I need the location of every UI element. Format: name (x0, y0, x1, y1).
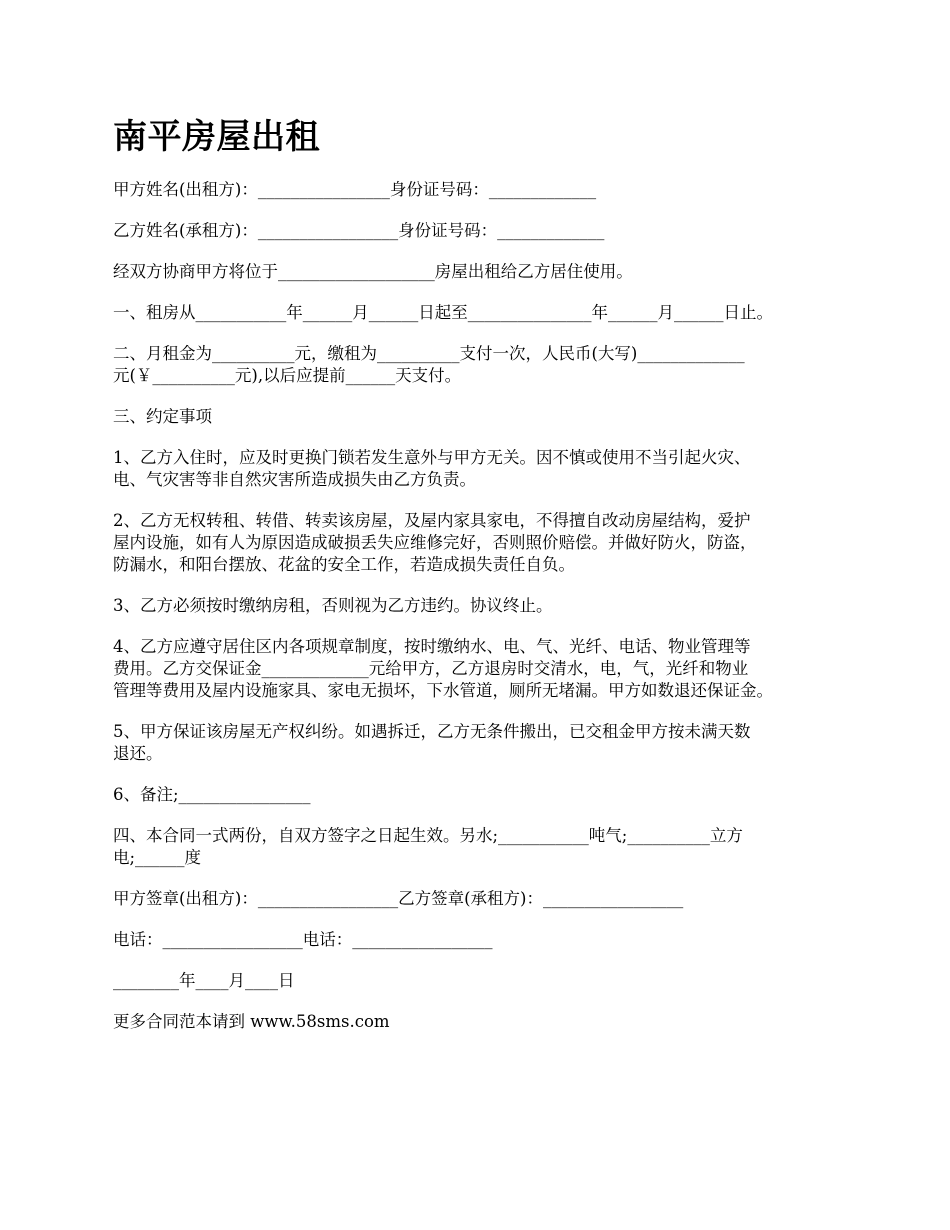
party-a-name-line: 甲方姓名(出租方)：________________身份证号码：_____________ (113, 180, 597, 199)
agreed-matters-heading: 三、约定事项 (113, 407, 212, 426)
document-title: 南平房屋出租 (113, 117, 320, 157)
contract-page (113, 115, 853, 1052)
signature-line: 甲方签章(出租方)：_________________乙方签章(承租方)：_________________ (113, 889, 684, 908)
term-5: 5、甲方保证该房屋无产权纠纷。如遇拆迁，乙方无条件搬出，已交租金甲方按未满天数 退还。 (113, 722, 751, 763)
party-b-name-line: 乙方姓名(承租方)：_________________身份证号码：_____________ (113, 221, 605, 240)
rent-clause: 二、月租金为__________元，缴租为__________支付一次，人民币(大写)_____________ 元(￥__________元),以后应提前______天支付。 (113, 344, 745, 385)
term-3: 3、乙方必须按时缴纳房租，否则视为乙方违约。协议终止。 (113, 596, 553, 615)
property-location-line: 经双方协商甲方将位于___________________房屋出租给乙方居住使用。 (113, 262, 633, 281)
term-4: 4、乙方应遵守居住区内各项规章制度，按时缴纳水、电、气、光纤、电话、物业管理等 费用。乙方交保证金_____________元给甲方，乙方退房时交清水，电，气，光纤和物业 管理等费用及屋内设施家具、家电无损坏，下水管道，厕所无堵漏。甲方如数退还保证金。 (113, 637, 773, 700)
term-2: 2、乙方无权转租、转借、转卖该房屋，及屋内家具家电，不得擅自改动房屋结构，爱护 屋内设施，如有人为原因造成破损丢失应维修完好，否则照价赔偿。并做好防火，防盗， 防漏水，和阳台摆放、花盆的安全工作，若造成损失责任自负。 (113, 511, 757, 574)
footer-note: 更多合同范本请到 www.58sms.com (113, 1012, 390, 1031)
date-line: ________年____月____日 (113, 971, 295, 990)
term-1: 1、乙方入住时，应及时更换门锁若发生意外与甲方无关。因不慎或使用不当引起火灾、 电、气灾害等非自然灾害所造成损失由乙方负责。 (113, 448, 751, 489)
lease-term-clause: 一、租房从___________年______月______日起至_______________年______月______日止。 (113, 303, 773, 322)
phone-line: 电话：_________________电话：_________________ (113, 930, 493, 949)
effective-clause: 四、本合同一式两份，自双方签字之日起生效。另水;___________吨气;__________立方 电;______度 (113, 826, 743, 867)
term-6-remarks: 6、备注;________________ (113, 785, 311, 804)
